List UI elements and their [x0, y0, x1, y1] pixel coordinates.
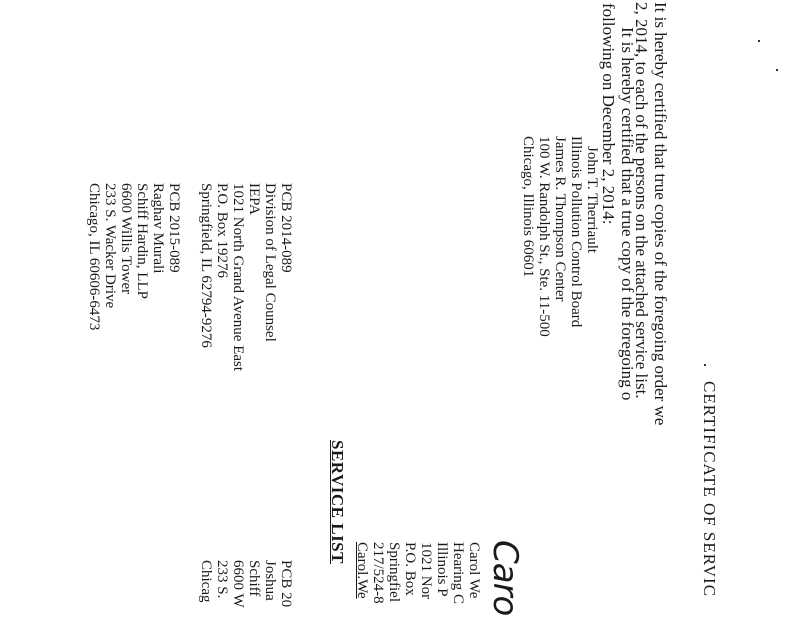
entry-line: PCB 2014-089 [278, 183, 294, 273]
certification-line: It is hereby certified that true copies of the foregoing order we [651, 2, 670, 426]
signer-line: Illinois P [434, 542, 450, 597]
recipient-line: 100 W. Randolph St., Ste. 11-500 [536, 136, 552, 337]
service-list-entry [86, 183, 182, 330]
recipient-line: James R. Thompson Center [552, 136, 568, 302]
scan-speck [776, 69, 778, 71]
signer-line: Springfiel [386, 542, 402, 602]
entry-line: IEPA [246, 183, 262, 215]
signer-line: 1021 Nor [418, 542, 434, 600]
entry-line: 6600 W [230, 560, 246, 608]
recipient-line: Illinois Pollution Control Board [568, 136, 584, 328]
entry-line: PCB 2015-089 [166, 183, 182, 273]
certificate-heading: CERTIFICATE OF SERVIC [700, 381, 719, 598]
recipient-address [520, 136, 600, 337]
recipient-line: Chicago, Illinois 60601 [520, 136, 536, 278]
signer-line: Carol We [466, 542, 482, 599]
entry-line: Springfield, IL 62794-9276 [198, 183, 214, 348]
entry-line: Chicago, IL 60606-6473 [86, 183, 102, 331]
scan-speck [704, 364, 706, 366]
signer-block [354, 542, 482, 604]
service-list-title: SERVICE LIST [328, 440, 347, 564]
certification-paragraph [632, 2, 670, 425]
entry-line: Raghav Murali [150, 183, 166, 274]
scan-speck [758, 40, 760, 42]
entry-line: 233 S. Wacker Drive [102, 183, 118, 309]
entry-line: Schiff Hardin, LLP [134, 183, 150, 299]
service-list-entry [198, 560, 294, 608]
entry-line: PCB 20 [278, 560, 294, 608]
entry-line: 6600 Willis Tower [118, 183, 134, 295]
second-certification-line: following on December 2, 2014: [599, 3, 618, 225]
signer-line: 217/524-8 [370, 542, 386, 604]
certification-line: 2, 2014, to each of the persons on the attached service list. [632, 2, 651, 399]
entry-line: 1021 North Grand Avenue East [230, 183, 246, 372]
handwritten-signature: Caro [485, 540, 525, 616]
entry-line: Joshua [262, 560, 278, 601]
signer-line: P.O. Box [402, 542, 418, 596]
signer-email-link[interactable]: Carol.We [354, 542, 370, 599]
recipient-line: John T. Therriault [584, 146, 600, 254]
second-certification-line: It is hereby certified that a true copy of the foregoing o [618, 27, 637, 401]
second-certification-paragraph [599, 3, 637, 401]
entry-line: 233 S. [214, 560, 230, 599]
entry-line: P.O. Box 19276 [214, 183, 230, 279]
service-list-entry [198, 183, 294, 371]
signer-line: Hearing C [450, 542, 466, 605]
entry-line: Chicag [198, 560, 214, 603]
entry-line: Division of Legal Counsel [262, 183, 278, 342]
entry-line: Schiff [246, 560, 262, 597]
